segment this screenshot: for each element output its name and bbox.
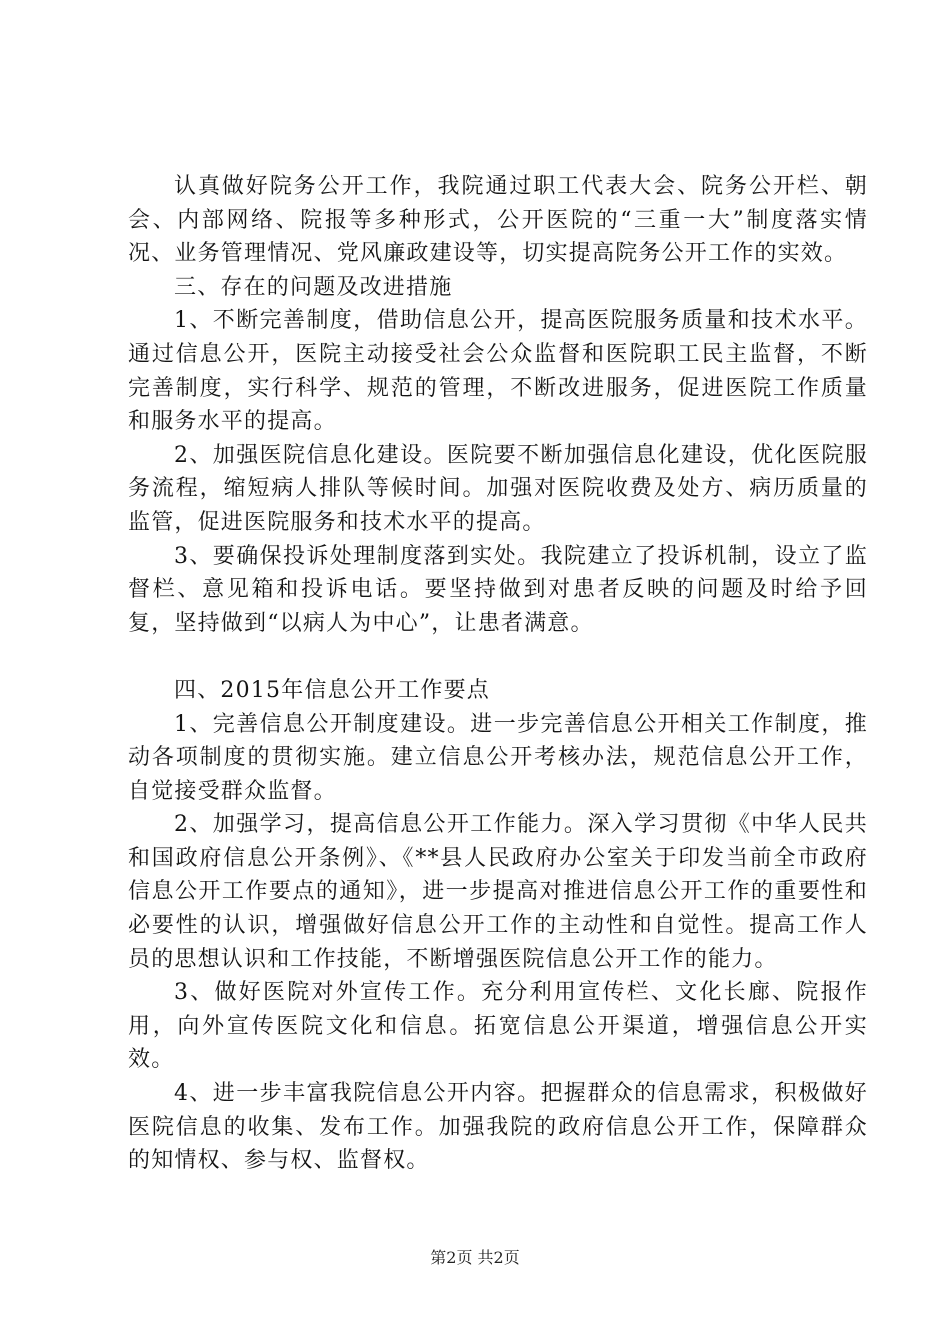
paragraph-complaint-handling: 3、要确保投诉处理制度落到实处。我院建立了投诉机制，设立了监督栏、意见箱和投诉电话。要坚持做到对患者反映的问题及时给予回复，坚持做到“以病人为中心”，让患者满意。 (128, 543, 868, 636)
page-footer: 第2页 共2页 (430, 1248, 520, 1267)
paragraph-strengthen-learning: 2、加强学习，提高信息公开工作能力。深入学习贯彻《中华人民共和国政府信息公开条例》、《**县人民政府办公室关于印发当前全市政府信息公开工作要点的通知》，进一步提高对推进信息公开工作的重要性和必要性的认识，增强做好信息公开工作的主动性和自觉性。提高工作人员的思想认识和工作技能，不断增强医院信息公开工作的能力。 (128, 812, 868, 972)
paragraph-public-affairs: 认真做好院务公开工作，我院通过职工代表大会、院务公开栏、朝会、内部网络、院报等多种形式，公开医院的“三重一大”制度落实情况、业务管理情况、党风廉政建设等，切实提高院务公开工作的实效。 (128, 174, 868, 267)
paragraph-disclosure-system: 1、完善信息公开制度建设。进一步完善信息公开相关工作制度，推动各项制度的贯彻实施。建立信息公开考核办法，规范信息公开工作，自觉接受群众监督。 (128, 711, 868, 804)
paragraph-external-publicity: 3、做好医院对外宣传工作。充分利用宣传栏、文化长廊、院报作用，向外宣传医院文化和信息。拓宽信息公开渠道，增强信息公开实效。 (128, 980, 868, 1073)
section-heading-2015-key-points: 四、2015年信息公开工作要点 (174, 677, 490, 703)
paragraph-enrich-content: 4、进一步丰富我院信息公开内容。把握群众的信息需求，积极做好医院信息的收集、发布工作。加强我院的政府信息公开工作，保障群众的知情权、参与权、监督权。 (128, 1081, 868, 1174)
document-body (128, 170, 868, 1178)
paragraph-improve-system: 1、不断完善制度，借助信息公开，提高医院服务质量和技术水平。通过信息公开，医院主动接受社会公众监督和医院职工民主监督，不断完善制度，实行科学、规范的管理，不断改进服务，促进医院工作质量和服务水平的提高。 (128, 308, 868, 435)
section-heading-problems: 三、存在的问题及改进措施 (174, 274, 453, 300)
paragraph-informatization: 2、加强医院信息化建设。医院要不断加强信息化建设，优化医院服务流程，缩短病人排队等候时间。加强对医院收费及处方、病历质量的监管，促进医院服务和技术水平的提高。 (128, 442, 868, 535)
